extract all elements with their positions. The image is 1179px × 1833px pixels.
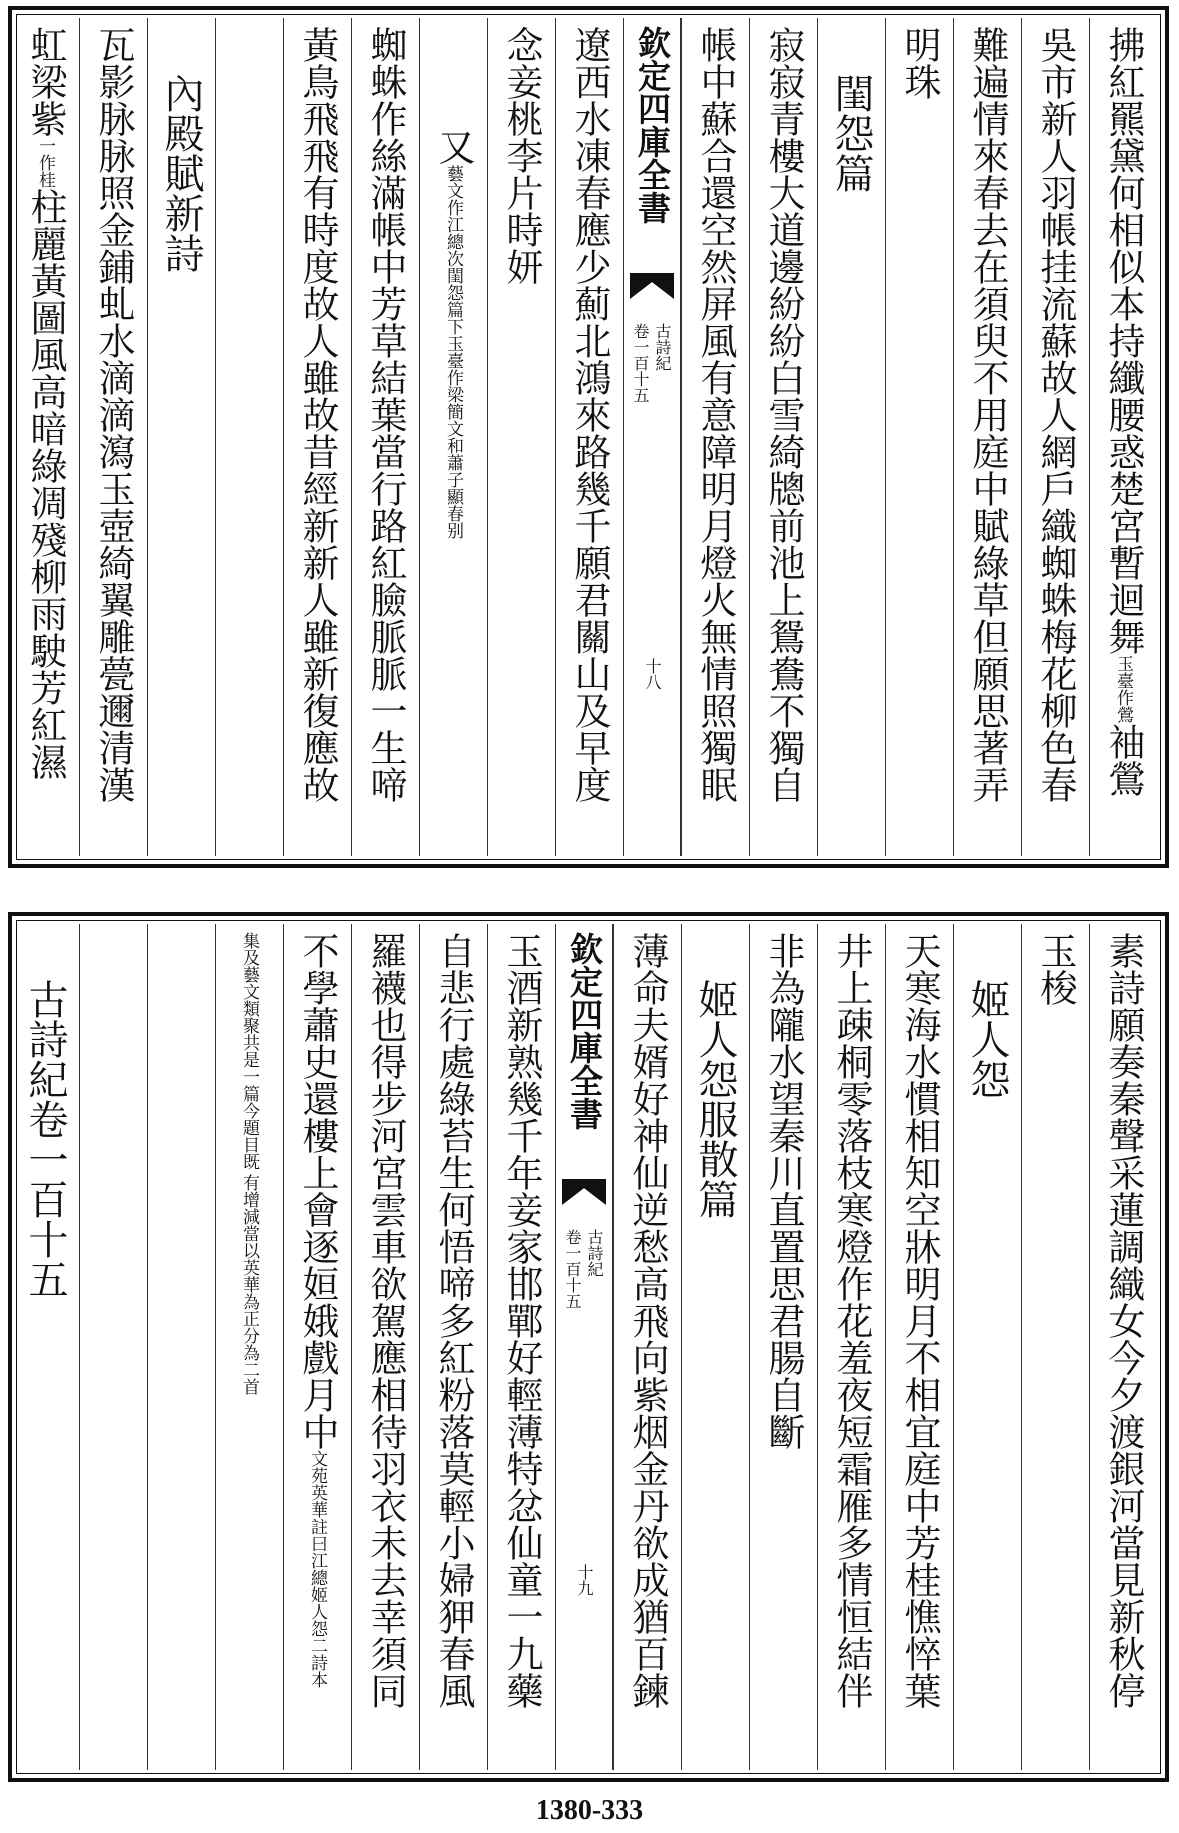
volume-end-title: 古詩紀卷一百十五 [22,979,68,1299]
poem-title: 姬人怨 [953,924,1021,1770]
text-column: 遼西水凍春應少薊北鴻來路幾千願君關山及早度 [555,18,623,856]
fishtail-mark [562,1179,606,1205]
text-column: 瓦影脉脉照金鋪虬水滴滴瀉玉壺綺翼雕甍邇清漢 [79,18,147,856]
poem-title: 閨怨篇 [817,18,885,856]
poem-title: 姬人怨服散篇 [681,924,749,1770]
text-column: 念妾桃李片時妍 [487,18,555,856]
page-footer-number: 1380-333 [535,1795,644,1826]
book-spine [555,924,613,1770]
text-column: 黃鳥飛飛有時度故人雖故昔經新新人雖新復應故 [283,18,351,856]
text-column: 玉酒新熟幾千年妾家邯鄲好輕薄特忿仙童一九藥 [487,924,555,1770]
text-column: 井上疎桐零落枝寒燈作花羞夜短霜雁多情恒結伴 [817,924,885,1770]
text-column: 不學蕭史還樓上會逐姮娥戲月中 文苑英華註曰江總姬人怨二詩本 [283,924,351,1770]
spine-book-name: 古詩紀 [585,1229,604,1277]
lower-text-columns [20,924,1157,1770]
empty-column [147,924,215,1770]
text-column: 明珠 [885,18,953,856]
spine-page-number: 十八 [643,658,662,690]
text-column: 玉梭 [1021,924,1089,1770]
annotation: 玉臺作鶯 [1113,655,1133,723]
text-column: 自悲行處綠苔生何悟啼多紅粉落莫輕小婦狎春風 [419,924,487,1770]
spine-page-number: 十九 [575,1564,594,1596]
text-column [8,18,11,856]
text-column: 羅襪也得步河宮雲車欲駕應相待羽衣未去幸須同 [351,924,419,1770]
spine-title: 欽定四庫全書 [565,932,604,1130]
text-column: 天寒海水慣相知空牀明月不相宜庭中芳桂憔悴葉 [885,924,953,1770]
text-column: 素詩願奏秦聲采蓮調織女今夕渡銀河當見新秋停 [1089,924,1157,1770]
text-column: 吳市新人羽帳挂流蘇故人網戶織蜘蛛梅花柳色春 [1021,18,1089,856]
text-column: 薄命夫婿好神仙逆愁高飛向紫烟金丹欲成猶百鍊 [613,924,681,1770]
text-column: 非為隴水望秦川直置思君腸自斷 [749,924,817,1770]
text-column: 虹梁紫一作桂柱麗黃圖風高暗綠凋殘柳雨駛芳紅濕 [11,18,79,856]
spine-title: 欽定四庫全書 [633,26,672,224]
text-column: 拂紅羆黛何相似本持纖腰惑楚宮暫迴舞玉臺作鶯袖鶯 [1089,18,1157,856]
annotation-column: 有增減當以英華為正分為二首 集及藝文類聚共是一篇今題目既 [215,924,283,1770]
empty-column [215,18,283,856]
lower-page [8,912,1169,1782]
text-column: 難遍情來春去在須臾不用庭中賦綠草但願思著弄 [953,18,1021,856]
upper-text-columns [20,18,1157,856]
poem-subtitle-column: 又 藝文作江總次閨怨篇下玉臺作梁簡文和蕭子顯春别 [419,18,487,856]
empty-column [79,924,147,1770]
book-spine [623,18,681,856]
spine-volume: 卷一百十五 [631,323,650,403]
spine-book-name: 古詩紀 [653,323,672,371]
text-column: 寂寂青樓大道邊紛紛白雪綺牕前池上鴛鴦不獨自 [749,18,817,856]
upper-page [8,6,1169,868]
fishtail-mark [630,273,674,299]
poem-title: 內殿賦新詩 [147,18,215,856]
text-column: 帳中蘇合還空然屏風有意障明月燈火無情照獨眠 [681,18,749,856]
spine-volume: 卷一百十五 [563,1229,582,1309]
text-column: 蜘蛛作絲滿帳中芳草結葉當行路紅臉脈脈一生啼 [351,18,419,856]
